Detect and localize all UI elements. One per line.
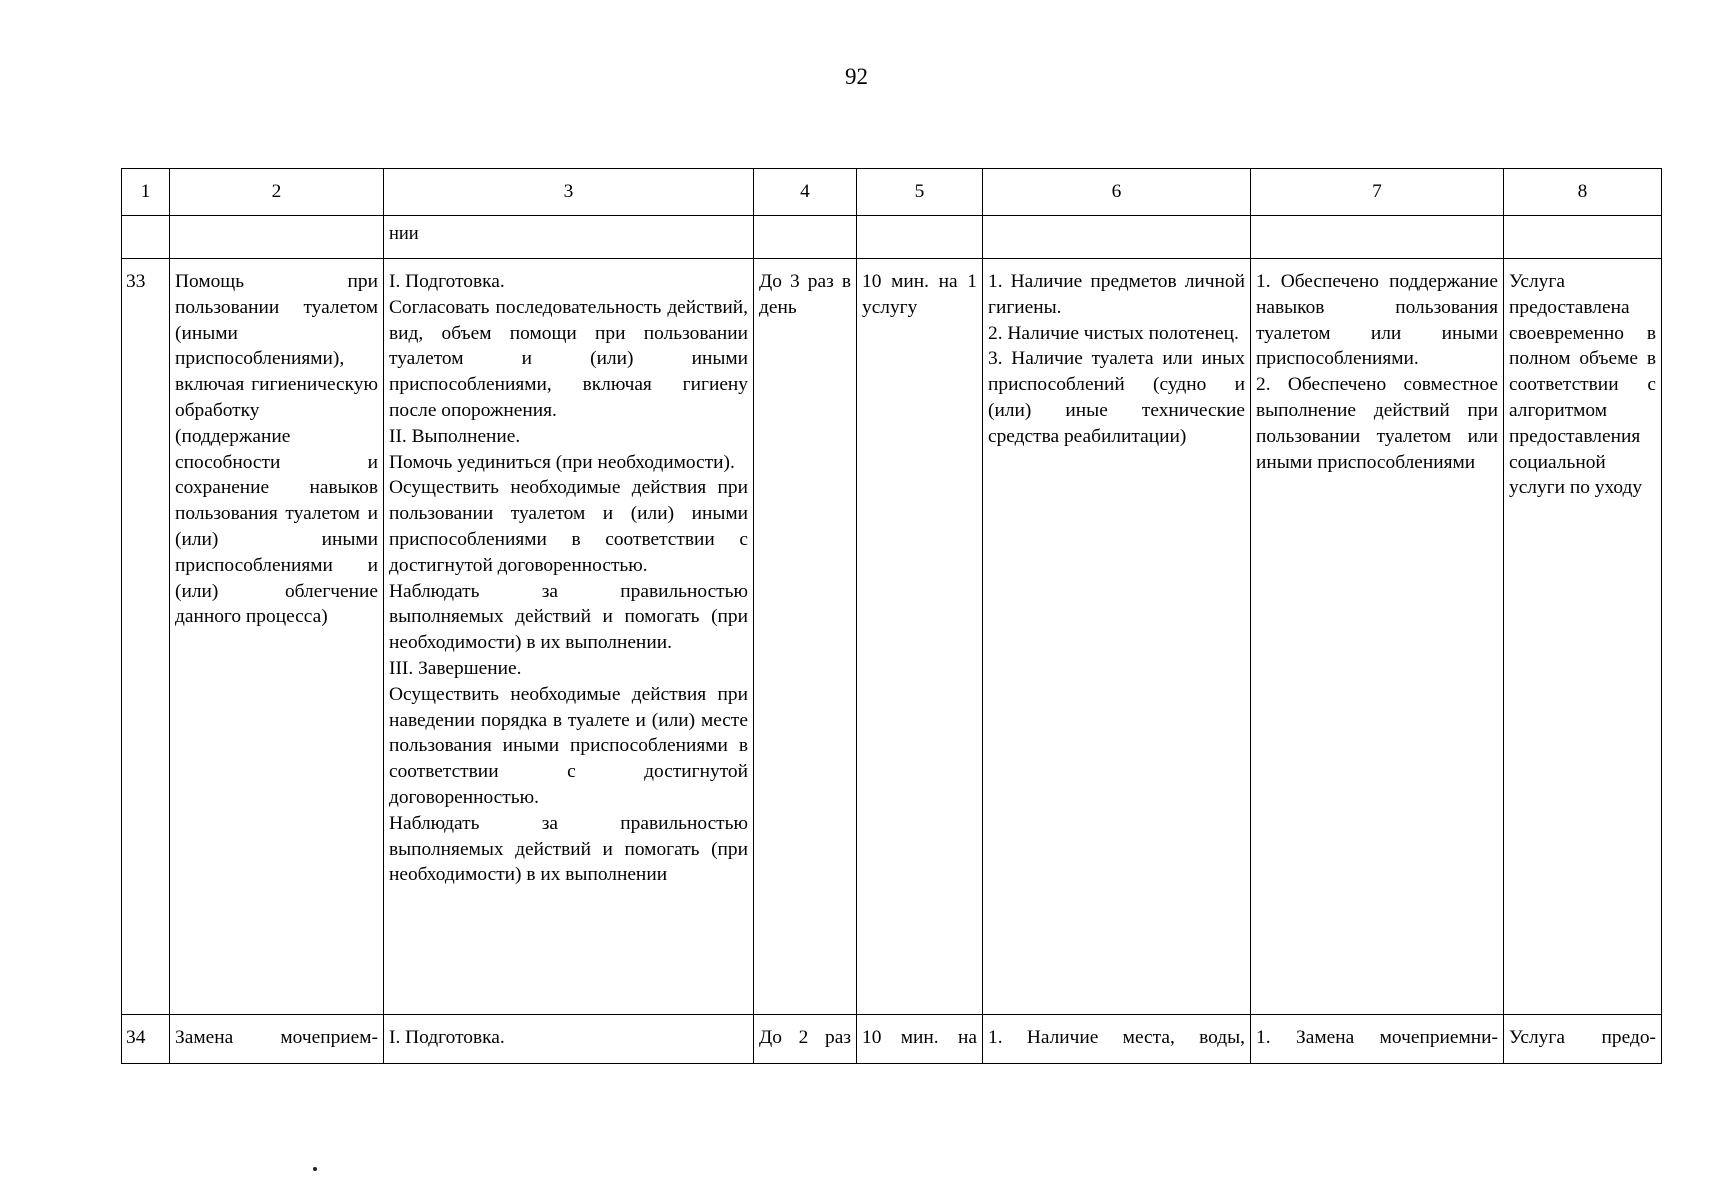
procedure-step: Наблюдать за правильностью выполняемых действий и помогать (при необходимости) в их выполнении bbox=[389, 812, 748, 886]
services-table bbox=[121, 168, 1662, 1064]
frequency: До 2 раз bbox=[759, 1027, 851, 1048]
service-name-cell bbox=[170, 259, 384, 1015]
frequency: До 3 раз в день bbox=[759, 271, 851, 318]
empty-cell bbox=[857, 216, 983, 259]
procedure-step: I. Подготовка. bbox=[389, 271, 505, 292]
results-cell bbox=[1251, 259, 1504, 1015]
conditions-cell bbox=[983, 259, 1251, 1015]
column-number-row bbox=[122, 169, 1662, 216]
evaluation-cell bbox=[1504, 1015, 1662, 1064]
condition-item: 1. Наличие предметов личной гигиены. bbox=[988, 271, 1245, 318]
procedure-cell bbox=[384, 259, 754, 1015]
frequency-cell bbox=[754, 1015, 857, 1064]
procedure-step: Помочь уединиться (при необходимости). bbox=[389, 451, 735, 473]
continuation-text: нии bbox=[384, 216, 754, 259]
condition-item: 1. Наличие места, воды, bbox=[988, 1027, 1245, 1048]
result-item: 1. Обеспечено поддержание навыков пользования туалетом или иными приспособлениями. bbox=[1256, 271, 1498, 370]
column-header: 2 bbox=[170, 169, 384, 216]
result-item: 1. Замена мочеприемни- bbox=[1256, 1027, 1498, 1048]
evaluation-cell bbox=[1504, 259, 1662, 1015]
frequency-cell bbox=[754, 259, 857, 1015]
empty-cell bbox=[1504, 216, 1662, 259]
time-cell bbox=[857, 1015, 983, 1064]
service-name: Помощь при пользовании туалетом (иными приспособлениями), включая гигиеническую обработку (поддержание способности и сохранение навыков пользования туалетом и (или) иными приспособлениями и (или) облегчение данного процесса) bbox=[175, 271, 378, 628]
table-row bbox=[122, 1015, 1662, 1064]
column-header: 8 bbox=[1504, 169, 1662, 216]
procedure-cell bbox=[384, 1015, 754, 1064]
result-item: 2. Обеспечено совместное выполнение действий при пользовании туалетом или иными приспособлениями bbox=[1256, 374, 1498, 473]
time-norm: 10 мин. на 1 услугу bbox=[862, 271, 977, 318]
procedure-step: Осуществить необходимые действия при пользовании туалетом и (или) иными приспособлениями в соответствии с достигнутой договоренностью. bbox=[389, 477, 748, 576]
table-row bbox=[122, 259, 1662, 1015]
column-header: 7 bbox=[1251, 169, 1504, 216]
procedure-step: Наблюдать за правильностью выполняемых действий и помогать (при необходимости) в их выполнении. bbox=[389, 580, 748, 654]
evaluation: Услуга предо- bbox=[1509, 1027, 1656, 1048]
empty-cell bbox=[170, 216, 384, 259]
row-number: 34 bbox=[122, 1015, 170, 1064]
results-cell bbox=[1251, 1015, 1504, 1064]
evaluation: Услуга предоставлена своевременно в полном объеме в соответствии с алгоритмом предоставления социальной услуги по уходу bbox=[1509, 271, 1656, 499]
condition-item: 3. Наличие туалета или иных приспособлений (судно и (или) иные технические средства реабилитации) bbox=[988, 348, 1245, 447]
condition-item: 2. Наличие чистых полотенец. bbox=[988, 322, 1239, 344]
time-cell bbox=[857, 259, 983, 1015]
time-norm: 10 мин. на bbox=[862, 1027, 977, 1048]
empty-cell bbox=[754, 216, 857, 259]
page-number: 92 bbox=[845, 64, 868, 89]
continuation-row bbox=[122, 216, 1662, 259]
procedure-step: Осуществить необходимые действия при наведении порядка в туалете и (или) месте пользования иными приспособлениями в соответствии с достигнутой договоренностью. bbox=[389, 683, 748, 808]
column-header: 5 bbox=[857, 169, 983, 216]
procedure-step: Согласовать последовательность действий, вид, объем помощи при пользовании туалетом и (или) иными приспособлениями, включая гигиену после опорожнения. bbox=[389, 296, 748, 421]
procedure-step: I. Подготовка. bbox=[389, 1027, 505, 1048]
column-header: 3 bbox=[384, 169, 754, 216]
service-name: Замена мочеприем- bbox=[175, 1027, 378, 1048]
procedure-step: III. Завершение. bbox=[389, 657, 522, 679]
column-header: 1 bbox=[122, 169, 170, 216]
service-name-cell bbox=[170, 1015, 384, 1064]
empty-cell bbox=[1251, 216, 1504, 259]
procedure-step: II. Выполнение. bbox=[389, 425, 521, 447]
column-header: 6 bbox=[983, 169, 1251, 216]
empty-cell bbox=[122, 216, 170, 259]
scan-speck bbox=[313, 1167, 317, 1171]
empty-cell bbox=[983, 216, 1251, 259]
conditions-cell bbox=[983, 1015, 1251, 1064]
row-number: 33 bbox=[122, 259, 170, 1015]
column-header: 4 bbox=[754, 169, 857, 216]
